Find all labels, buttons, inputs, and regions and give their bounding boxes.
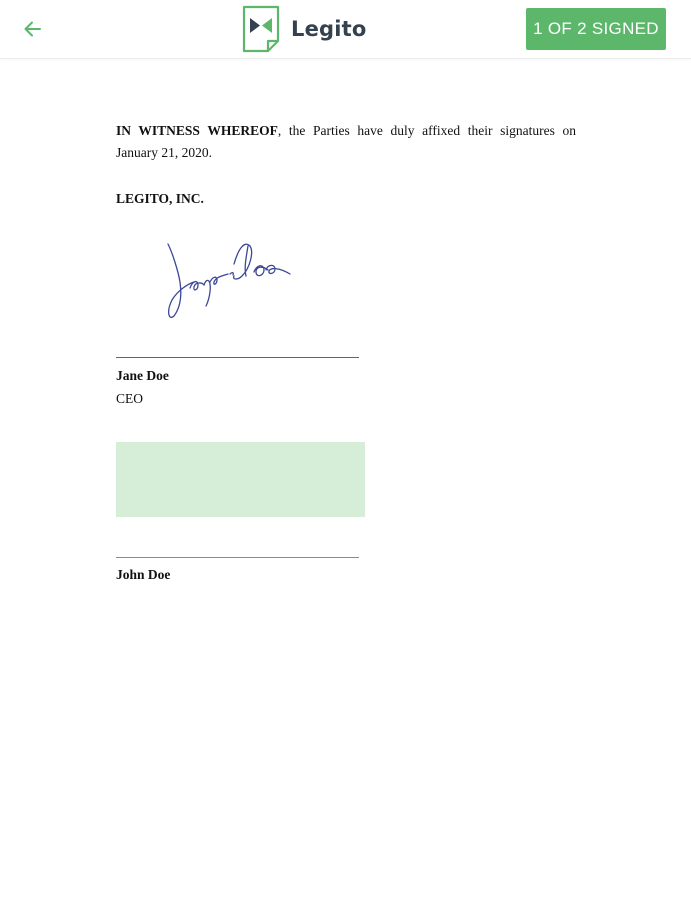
- witness-heading: IN WITNESS WHEREOF: [116, 123, 278, 138]
- signature-line-jane-doe: [116, 357, 359, 358]
- back-button[interactable]: [18, 14, 48, 44]
- legito-logo-icon: [241, 5, 281, 53]
- signer-title-jane-doe: CEO: [116, 391, 143, 406]
- document-page: [116, 120, 576, 582]
- signature-field-john-doe[interactable]: [116, 442, 365, 517]
- witness-clause: [116, 120, 576, 164]
- signature-line-john-doe: [116, 557, 359, 558]
- top-bar: [0, 0, 691, 59]
- company-name: LEGITO, INC.: [116, 191, 204, 206]
- signer-name-jane-doe: Jane Doe: [116, 368, 169, 383]
- jane-doe-signature-image: [162, 236, 322, 326]
- arrow-left-icon: [24, 21, 42, 37]
- brand: [241, 5, 367, 53]
- witness-text: , the Parties have duly affixed their signatures on January 21, 2020.: [116, 123, 576, 160]
- signing-status-button[interactable]: 1 OF 2 SIGNED: [526, 8, 666, 50]
- signer-name-john-doe: John Doe: [116, 567, 171, 582]
- brand-name: Legito: [291, 17, 367, 41]
